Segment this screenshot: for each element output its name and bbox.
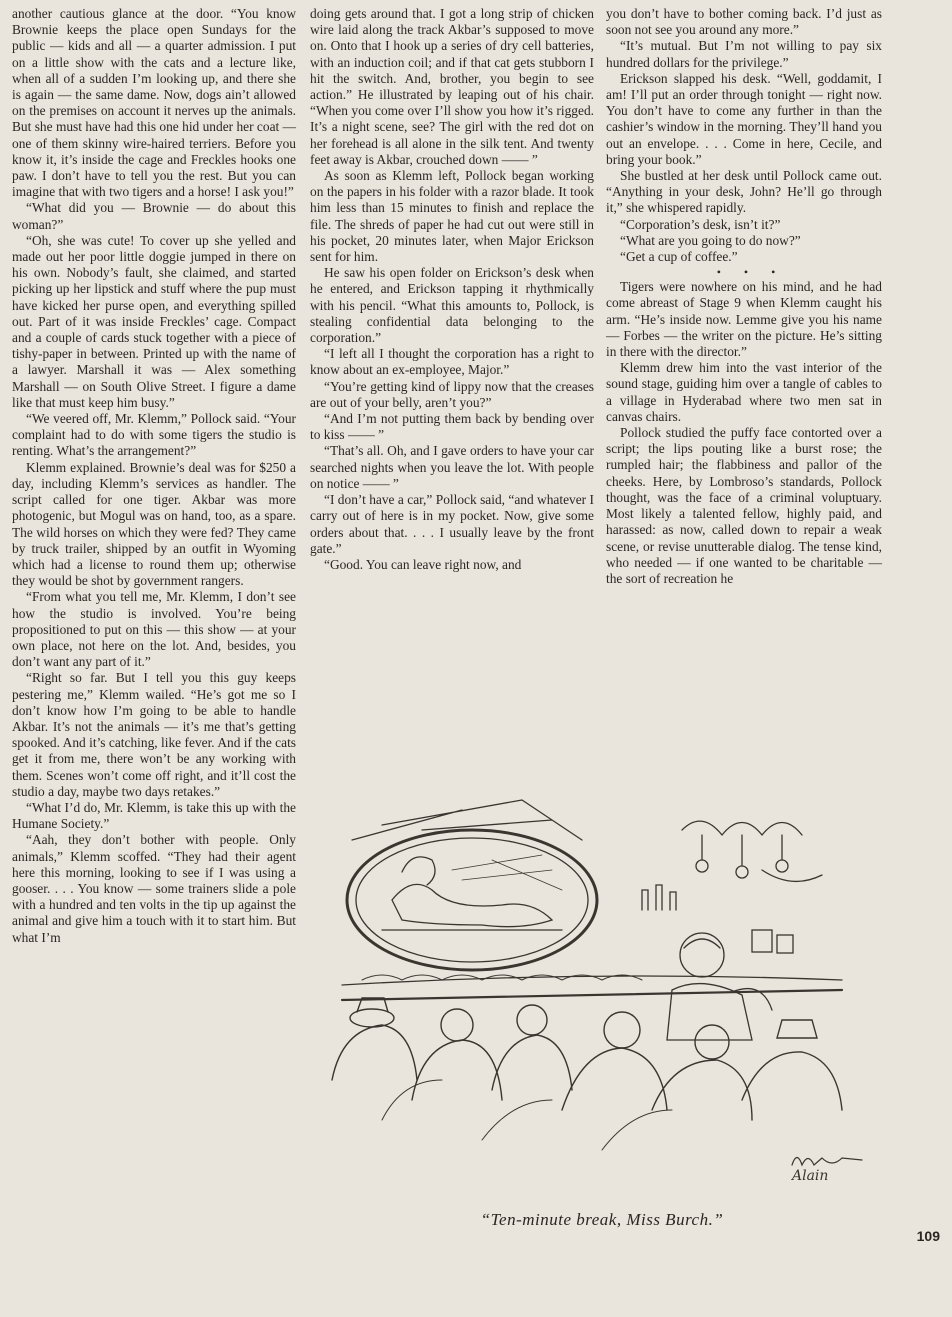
- paragraph: “Good. You can leave right now, and: [324, 556, 522, 572]
- text-column-1: [12, 6, 296, 946]
- paragraph: He saw his open folder on Erickson’s desk when he entered, and Erickson tapping it rhythmically with his pencil. “What this amounts to, Pollock, is stealing confidential data belonging to the corporation.”: [310, 265, 594, 346]
- text-column-3: [606, 6, 882, 587]
- paragraph: “That’s all. Oh, and I gave orders to have your car searched nights when you leave the lot. With people on notice —— ”: [310, 443, 594, 491]
- paragraph: doing gets around that. I got a long strip of chicken wire laid along the track Akbar’s supposed to move on. Onto that I hook up a series of dry cell batteries, with an induction coil; and if that cat gets stubborn I hit the switch. And, brother, you begin to see action.” He illustrated by leaping out of his chair. “When you come over I’ll show you how it’s rigged. It’s a night scene, see? The girl with the red dot on her forehead is all alone in the silk tent. And twenty feet away is Akbar, crouched down —— ”: [310, 6, 594, 167]
- paragraph: “It’s mutual. But I’m not willing to pay six hundred dollars for the privilege.”: [606, 38, 882, 70]
- paragraph: “Aah, they don’t bother with people. Only animals,” Klemm scoffed. “They had their agent here this morning, looking to see if I was using a gooser. . . . You know — some trainers slide a pole with a hundred and ten volts in the tip up against the animal and give him a touch with it to start him. But what I’m: [12, 832, 296, 945]
- paragraph: “We veered off, Mr. Klemm,” Pollock said. “Your complaint had to do with some tigers the studio is renting. What’s the arrangement?”: [12, 411, 296, 459]
- paragraph: “And I’m not putting them back by bending over to kiss —— ”: [310, 411, 594, 443]
- paragraph: Klemm drew him into the vast interior of the sound stage, guiding him over a tangle of cables to a village in Hyderabad where two men sat in canvas chairs.: [606, 360, 882, 424]
- paragraph: you don’t have to bother coming back. I’d just as soon not see you around any more.”: [606, 6, 882, 38]
- page-number: 109: [916, 1228, 940, 1244]
- paragraph: “Right so far. But I tell you this guy keeps pestering me,” Klemm wailed. “He’s got me so I don’t know how I’m going to be able to handle Akbar. It’s not the animals — it’s me that’s getting spooked. And it’s catching, like fever. And if the cats get it from me, there won’t be any working with them. Scenes won’t come off right, and it’ll cost the studio a day, maybe two days retakes.”: [12, 670, 296, 799]
- section-separator: • • •: [716, 265, 786, 280]
- paragraph: As soon as Klemm left, Pollock began working on the papers in his folder with a razor blade. It took him less than 15 minutes to finish and replace the file. The shreds of paper he had cut out were still in his pocket, 20 minutes later, when Major Erickson sent for him.: [310, 168, 594, 265]
- cartoon-caption: “Ten-minute break, Miss Burch.”: [480, 1210, 724, 1229]
- paragraph: “Get a cup of coffee.”: [620, 249, 738, 265]
- paragraph: “What did you — Brownie — do about this woman?”: [12, 200, 296, 232]
- paragraph: another cautious glance at the door. “You know Brownie keeps the place open Sundays for the public — kids and all — a quarter admission. I put on a little show with the cats and a lecture like, when all of a sudden I’m looking up, and there she is again — the same dame. Now, dogs ain’t allowed on the premises on account it nerves up the animals. But she must have had this one hid under her coat — one of them skinny wire-haired terriers. Before you know it, it’s inside the cage and Freckles hooks one paw. I don’t have to tell you the rest. But you can imagine that with two tigers and a horse! I ask you!”: [12, 6, 296, 200]
- cartoon-illustration: [322, 780, 882, 1220]
- paragraph: Klemm explained. Brownie’s deal was for $250 a day, including Klemm’s services as handler. The script called for one tiger. Akbar was more photogenic, but Mogul was on hand, too, as a spare. The wild horses on which they were fed? They came by truck trailer, shipped by an outfit in Wyoming which had a license to round them up; otherwise they would be shot by government rangers.: [12, 459, 296, 589]
- paragraph: “What I’d do, Mr. Klemm, is take this up with the Humane Society.”: [12, 799, 296, 832]
- paragraph: Pollock studied the puffy face contorted over a script; the lips pouting like a burst rose; the rumpled hair; the flabbiness and pallor of the cheeks. Here, by Lombroso’s standards, Pollock thought, was the face of a criminal voluptuary. Most likely a talented fellow, highly paid, and harassed: as now, called down to repair a weak scene, or revise unutterable dialog. The tense kind, who needed — if one wanted to be charitable — the sort of recreation he: [606, 425, 882, 586]
- cartoonist-signature: Alain: [792, 1168, 829, 1184]
- paragraph: She bustled at her desk until Pollock came out. “Anything in your desk, John? He’ll go through it,” she whispered rapidly.: [606, 168, 882, 216]
- text-column-2: [310, 6, 594, 573]
- paragraph: “I don’t have a car,” Pollock said, “and whatever I carry out of here is in my pocket. Now, give some orders about that. . . . I usually leave by the front gate.”: [310, 492, 594, 556]
- paragraph: “Oh, she was cute! To cover up she yelled and made out her poor little doggie jumped in there on his own. Nobody’s fault, she claimed, and started picking up her lipstick and stuff where the pup must have kicked her purse open, and everything spilled out. Part of it was inside Freckles’ cage. Compact and a couple of cards stuck together with a piece of tishy-paper in between. Printed up with the name of a lawyer. Marshall it was — Alex something Marshall — on South Olive Street. I figure a dame like that must keep him busy.”: [12, 232, 296, 410]
- paragraph: “Corporation’s desk, isn’t it?”: [620, 216, 781, 232]
- paragraph: Erickson slapped his desk. “Well, goddamit, I am! I’ll put an order through tonight — right now. You don’t have to come any further in than the cashier’s window in the morning. They’ll hand you out an envelope. . . . Come in here, Cecile, and bring your book.”: [606, 70, 882, 167]
- paragraph: “I left all I thought the corporation has a right to know about an ex-employee, Major.”: [310, 346, 594, 378]
- paragraph: “From what you tell me, Mr. Klemm, I don’t see how the studio is involved. You’re being propositioned to put on this — this show — at your own place, not here on the lot. And, besides, you don’t want any part of it.”: [12, 589, 296, 670]
- paragraph: “You’re getting kind of lippy now that the creases are out of your belly, aren’t you?”: [310, 378, 594, 410]
- paragraph: Tigers were nowhere on his mind, and he had come abreast of Stage 9 when Klemm caught his arm. “He’s inside now. Lemme give you his name — Forbes — the writer on the picture. He’s sitting in there with the director.”: [606, 279, 882, 360]
- paragraph: “What are you going to do now?”: [620, 232, 801, 248]
